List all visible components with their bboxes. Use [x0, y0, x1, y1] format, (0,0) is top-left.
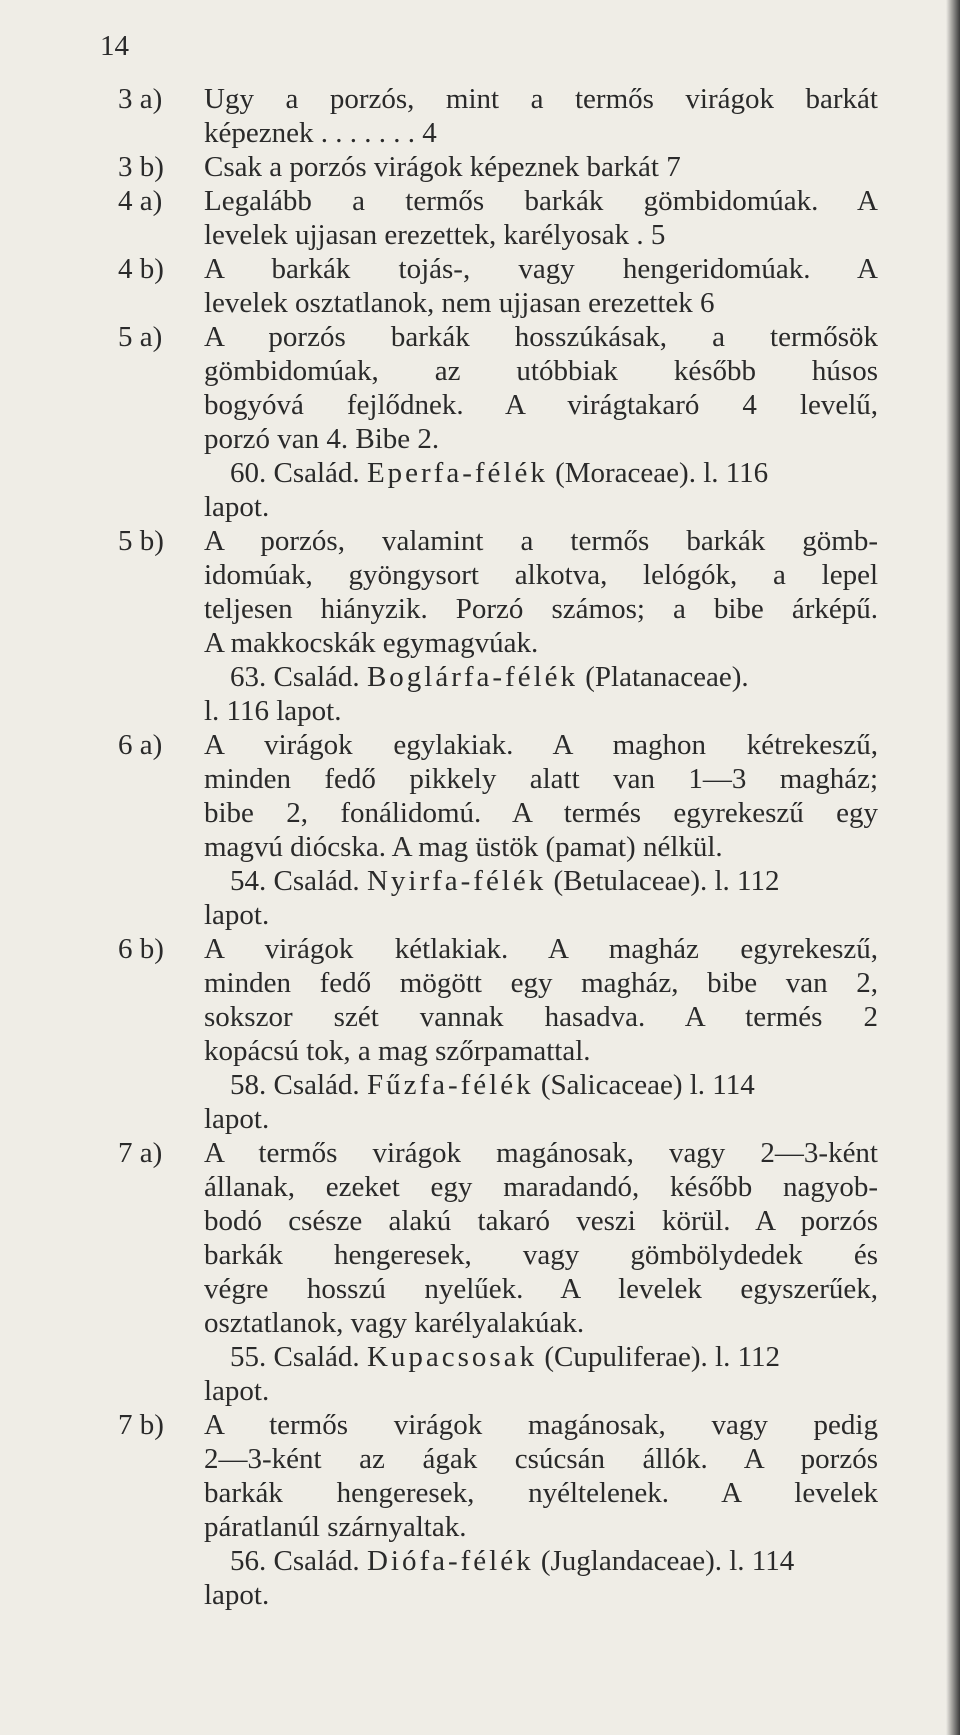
- entry-text-line: képeznek . . . . . . . 4: [204, 117, 437, 149]
- family-name: Kupacsosak: [366, 1341, 538, 1373]
- key-entry: [118, 728, 878, 932]
- family-reference-continuation: lapot.: [204, 1375, 270, 1407]
- family-reference: [204, 1068, 878, 1102]
- family-name: Nyirfa-félék: [366, 865, 547, 897]
- family-latin-and-page: (Juglandaceae). l. 114: [540, 1545, 795, 1577]
- entry-text-line: sokszor szét vannak hasadva. A termés 2: [204, 1001, 878, 1033]
- entry-code: 7 b): [118, 1409, 164, 1441]
- key-entry: [118, 1136, 878, 1408]
- family-number: 60. Család.: [230, 457, 360, 489]
- key-entry: [118, 82, 878, 150]
- entry-text-line: minden fedő mögött egy magház, bibe van 2,: [204, 967, 878, 999]
- entry-text-line: kopácsú tok, a mag szőrpamattal.: [204, 1035, 591, 1067]
- entry-text-line: barkák hengeresek, nyéltelenek. A levelek: [204, 1477, 878, 1509]
- entry-code: 6 b): [118, 933, 164, 965]
- key-entry: [118, 932, 878, 1136]
- family-reference-continuation: lapot.: [204, 899, 270, 931]
- entry-text-line: magvú diócska. A mag üstök (pamat) nélkül.: [204, 831, 723, 863]
- key-entry: [118, 150, 878, 184]
- family-reference: [204, 1544, 878, 1578]
- entry-text-line: A porzós barkák hosszúkásak, a termősök: [204, 321, 878, 353]
- family-reference: [204, 864, 878, 898]
- entry-text-line: bodó csésze alakú takaró veszi körül. A porzós: [204, 1205, 878, 1237]
- key-content: [118, 82, 878, 1612]
- family-name: Diófa-félék: [366, 1545, 534, 1577]
- entry-text-line: végre hosszú nyelűek. A levelek egyszerűek,: [204, 1273, 878, 1305]
- entry-code: 7 a): [118, 1137, 163, 1169]
- key-entry: [118, 184, 878, 252]
- entry-code: 4 a): [118, 185, 163, 217]
- family-reference-continuation: lapot.: [204, 1579, 270, 1611]
- family-latin-and-page: (Moraceae). l. 116: [555, 457, 769, 489]
- entry-code: 3 a): [118, 83, 163, 115]
- page-edge-shadow: [946, 0, 960, 1735]
- entry-text-line: osztatlanok, vagy karélyalakúak.: [204, 1307, 585, 1339]
- family-latin-and-page: (Cupuliferae). l. 112: [544, 1341, 781, 1373]
- family-latin-and-page: (Salicaceae) l. 114: [540, 1069, 755, 1101]
- entry-text-line: A termős virágok magánosak, vagy 2—3-ként: [204, 1137, 878, 1169]
- key-entry: [118, 524, 878, 728]
- entry-text-line: A termős virágok magánosak, vagy pedig: [204, 1409, 878, 1441]
- family-name: Fűzfa-félék: [366, 1069, 534, 1101]
- family-reference-continuation: lapot.: [204, 1103, 270, 1135]
- family-number: 55. Család.: [230, 1341, 360, 1373]
- family-number: 54. Család.: [230, 865, 360, 897]
- family-number: 63. Család.: [230, 661, 360, 693]
- page-number: 14: [100, 30, 129, 62]
- entry-text-line: Ugy a porzós, mint a termős virágok barkát: [204, 83, 878, 115]
- entry-text-line: barkák hengeresek, vagy gömbölydedek és: [204, 1239, 878, 1271]
- family-name: Boglárfa-félék: [366, 661, 579, 693]
- entry-code: 5 b): [118, 525, 164, 557]
- family-reference: [204, 660, 878, 694]
- entry-text-line: porzó van 4. Bibe 2.: [204, 423, 440, 455]
- entry-text-line: páratlanúl szárnyaltak.: [204, 1511, 467, 1543]
- entry-text-line: A makkocskák egymagvúak.: [204, 627, 539, 659]
- entry-text-line: A virágok kétlakiak. A magház egyrekeszű,: [204, 933, 878, 965]
- family-reference: [204, 1340, 878, 1374]
- entry-text-line: 2—3-ként az ágak csúcsán állók. A porzós: [204, 1443, 878, 1475]
- family-number: 56. Család.: [230, 1545, 360, 1577]
- family-number: 58. Család.: [230, 1069, 360, 1101]
- key-entry: [118, 252, 878, 320]
- entry-text-line: teljesen hiányzik. Porzó számos; a bibe árképű.: [204, 593, 878, 625]
- family-name: Eperfa-félék: [366, 457, 548, 489]
- entry-code: 5 a): [118, 321, 163, 353]
- entry-text-line: állanak, ezeket egy maradandó, később nagyob-: [204, 1171, 878, 1203]
- entry-text-line: minden fedő pikkely alatt van 1—3 magház;: [204, 763, 878, 795]
- key-entry: [118, 1408, 878, 1612]
- entry-text-line: bibe 2, fonálidomú. A termés egyrekeszű egy: [204, 797, 878, 829]
- entry-text-line: levelek ujjasan erezettek, karélyosak . 5: [204, 219, 666, 251]
- entry-text-line: Csak a porzós virágok képeznek barkát 7: [204, 151, 681, 183]
- entry-code: 6 a): [118, 729, 163, 761]
- entry-text-line: gömbidomúak, az utóbbiak később húsos: [204, 355, 878, 387]
- entry-text-line: levelek osztatlanok, nem ujjasan erezettek 6: [204, 287, 715, 319]
- entry-text-line: idomúak, gyöngysort alkotva, lelógók, a lepel: [204, 559, 878, 591]
- entry-text-line: Legalább a termős barkák gömbidomúak. A: [204, 185, 878, 217]
- entry-text-line: A porzós, valamint a termős barkák gömb-: [204, 525, 878, 557]
- family-reference: [204, 456, 878, 490]
- entry-code: 3 b): [118, 151, 164, 183]
- entry-text-line: A barkák tojás-, vagy hengeridomúak. A: [204, 253, 878, 285]
- entry-text-line: A virágok egylakiak. A maghon kétrekeszű,: [204, 729, 878, 761]
- key-entry: [118, 320, 878, 524]
- family-latin-and-page: (Platanaceae).: [585, 661, 749, 693]
- entry-text-line: bogyóvá fejlődnek. A virágtakaró 4 levelű,: [204, 389, 878, 421]
- family-latin-and-page: (Betulaceae). l. 112: [553, 865, 780, 897]
- family-reference-continuation: lapot.: [204, 491, 270, 523]
- family-reference-continuation: l. 116 lapot.: [204, 695, 342, 727]
- entry-code: 4 b): [118, 253, 164, 285]
